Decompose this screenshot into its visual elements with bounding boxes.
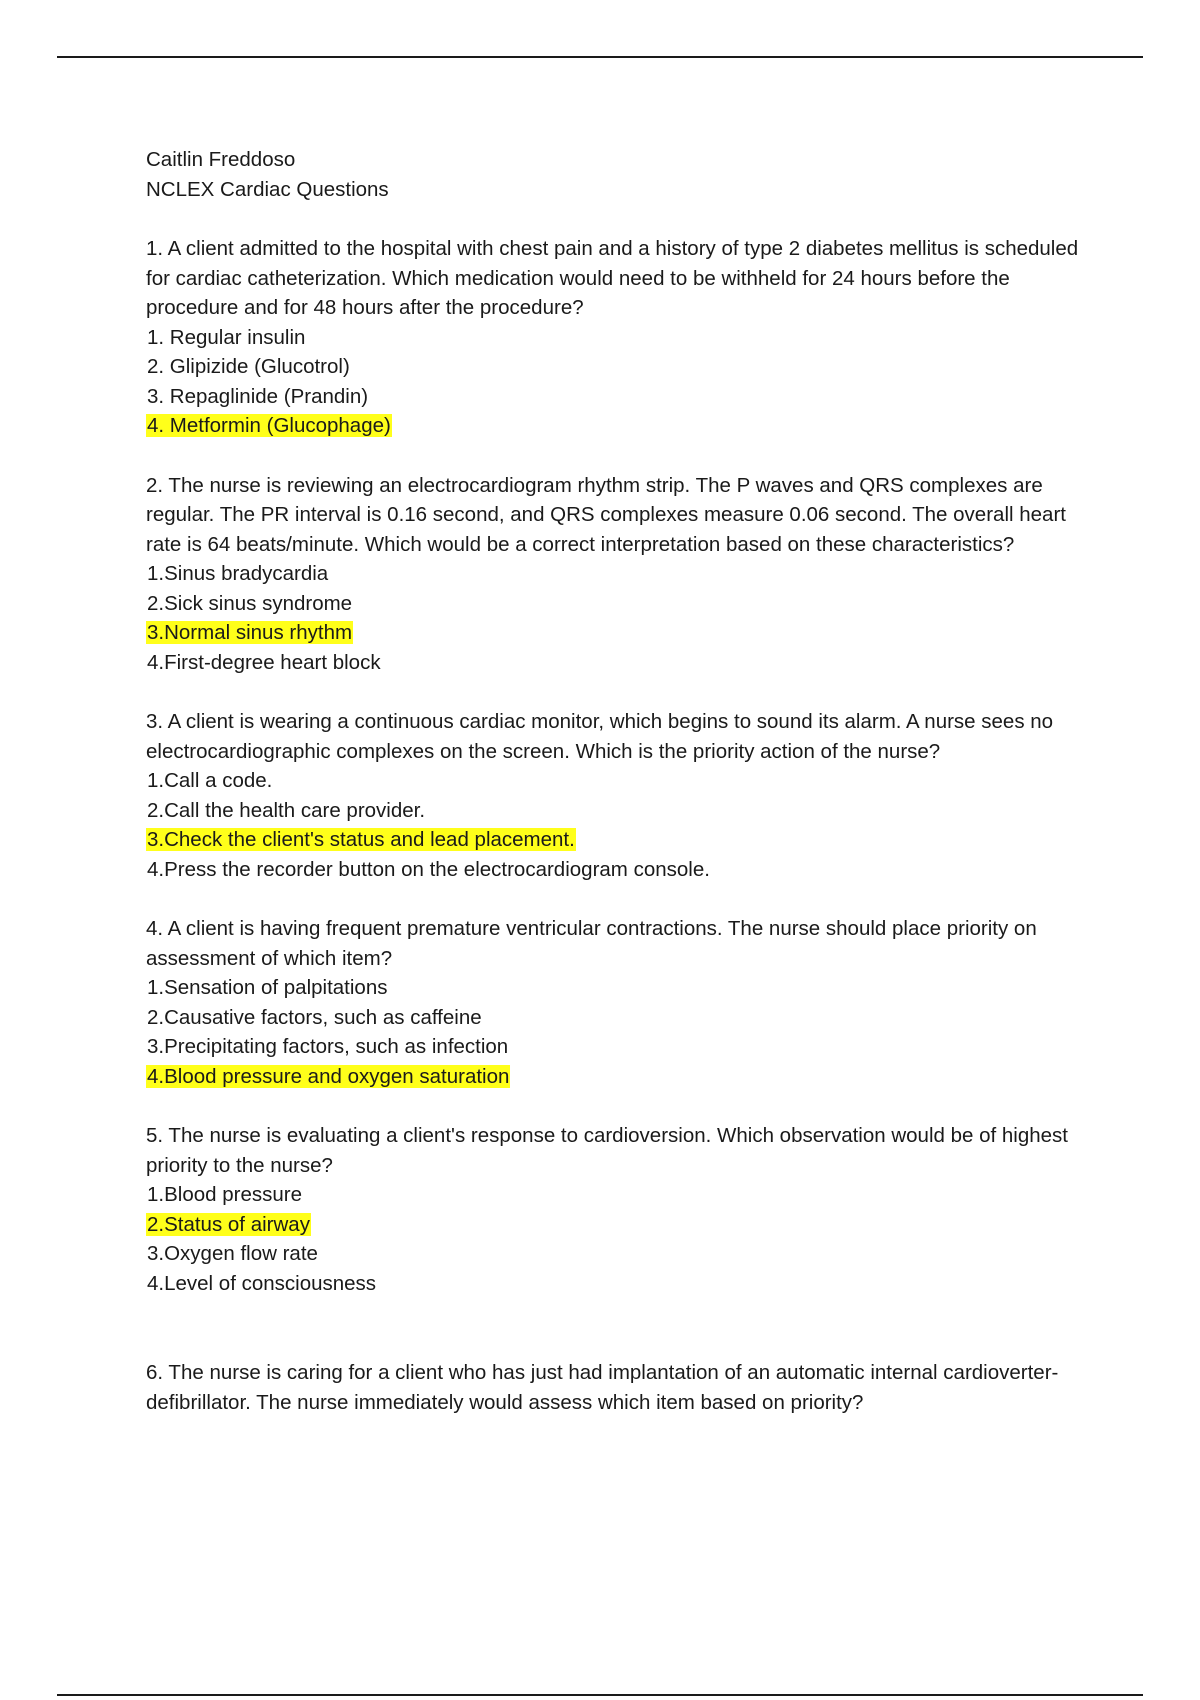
answer-option-text: 3.Check the client's status and lead placement. [147, 828, 575, 851]
answer-option-text: 2.Causative factors, such as caffeine [147, 1005, 482, 1029]
answer-option-text: 4.Blood pressure and oxygen saturation [147, 1064, 510, 1088]
answer-option-text: 2.Call the health care provider. [147, 798, 426, 822]
answer-option-highlighted [146, 411, 1106, 441]
answer-option [146, 382, 1106, 412]
document-header [146, 145, 1106, 204]
author-name: Caitlin Freddoso [146, 148, 296, 171]
answer-option [146, 796, 1106, 826]
answer-option [146, 589, 1106, 619]
answer-option-text: 2.Status of airway [147, 1212, 310, 1236]
question-list [146, 234, 1106, 1417]
bottom-rule [57, 1694, 1143, 1696]
answer-option [146, 1180, 1106, 1210]
answer-option [146, 648, 1106, 678]
answer-option-text: 2. Glipizide (Glucotrol) [147, 355, 350, 378]
answer-option-text: 1. Regular insulin [147, 325, 306, 349]
question-stem: 3. A client is wearing a continuous cardiac monitor, which begins to sound its alarm. A nurse sees no electrocardiographic complexes on the screen. Which is the priority action of the nurse? [146, 710, 1054, 763]
answer-option [146, 352, 1106, 382]
answer-option-text: 1.Sinus bradycardia [147, 562, 329, 585]
answer-option-text: 3.Precipitating factors, such as infection [147, 1035, 509, 1058]
answer-option-highlighted [146, 1210, 1106, 1240]
question-stem: 6. The nurse is caring for a client who has just had implantation of an automatic internal cardioverter-defibrillator. The nurse immediately would assess which item based on priority? [146, 1361, 1059, 1414]
answer-option [146, 323, 1106, 353]
answer-option-text: 4.Press the recorder button on the electrocardiogram console. [147, 857, 710, 881]
question-4 [146, 914, 1106, 1091]
answer-option [146, 559, 1106, 589]
question-stem: 4. A client is having frequent premature ventricular contractions. The nurse should place priority on assessment of which item? [146, 917, 1037, 970]
answer-option [146, 1032, 1106, 1062]
question-stem: 5. The nurse is evaluating a client's response to cardioversion. Which observation would be of highest priority to the nurse? [146, 1124, 1068, 1177]
answer-option-text: 3.Oxygen flow rate [147, 1242, 318, 1265]
answer-option [146, 1239, 1106, 1269]
question-3 [146, 707, 1106, 884]
answer-option [146, 766, 1106, 796]
question-stem: 2. The nurse is reviewing an electrocardiogram rhythm strip. The P waves and QRS complexes are regular. The PR interval is 0.16 second, and QRS complexes measure 0.06 second. The overall heart rate is 64 beats/minute. Which would be a correct interpretation based on these characteristics? [146, 473, 1066, 556]
question-stem: 1. A client admitted to the hospital with chest pain and a history of type 2 diabetes mellitus is scheduled for cardiac catheterization. Which medication would need to be withheld for 24 hours before the procedure and for 48 hours after the procedure? [146, 237, 1079, 319]
answer-option-text: 3.Normal sinus rhythm [147, 621, 353, 644]
answer-option-text: 1.Blood pressure [147, 1183, 302, 1206]
question-2 [146, 471, 1106, 678]
document-body [146, 145, 1106, 1447]
answer-option [146, 1003, 1106, 1033]
question-1 [146, 234, 1106, 441]
top-rule [57, 56, 1143, 58]
answer-option-text: 1.Call a code. [147, 769, 273, 792]
answer-option-highlighted [146, 825, 1106, 855]
answer-option-highlighted [146, 1062, 1106, 1092]
answer-option-text: 1.Sensation of palpitations [147, 976, 388, 999]
answer-option-text: 4.First-degree heart block [147, 650, 381, 674]
question-6 [146, 1358, 1106, 1417]
answer-option-text: 4.Level of consciousness [147, 1271, 377, 1295]
answer-option-text: 4. Metformin (Glucophage) [147, 414, 391, 437]
answer-option [146, 1269, 1106, 1299]
document-title: NCLEX Cardiac Questions [146, 177, 389, 201]
answer-option [146, 855, 1106, 885]
answer-option [146, 973, 1106, 1003]
answer-option-highlighted [146, 618, 1106, 648]
answer-option-text: 3. Repaglinide (Prandin) [147, 384, 369, 408]
question-5 [146, 1121, 1106, 1298]
answer-option-text: 2.Sick sinus syndrome [147, 591, 353, 615]
